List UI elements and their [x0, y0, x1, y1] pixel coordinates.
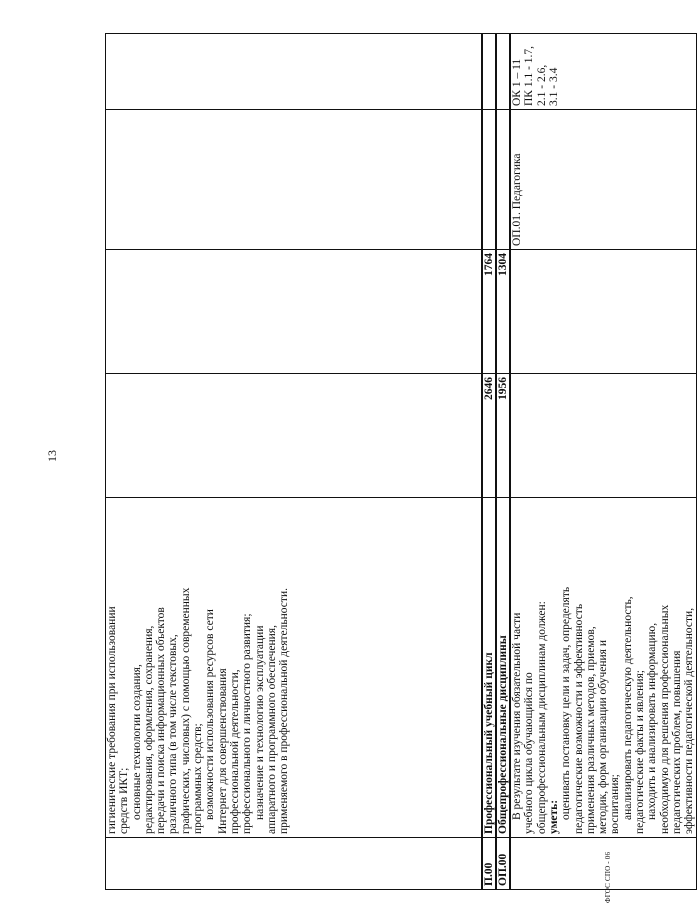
table-row — [510, 34, 696, 890]
standard-table — [105, 33, 697, 890]
text-line: эффективности педагогической деятельности, — [683, 607, 696, 834]
text-line: педагогические возможности и эффективность — [572, 603, 585, 834]
row-index: П.00 — [482, 838, 496, 890]
row-index: ОП.00 — [496, 838, 510, 890]
competence-code: 3.1 - 3.4 — [547, 67, 560, 106]
text-line: профессионального и личностного развития; — [241, 613, 254, 834]
page-footer: ФГОС СПО - 06 — [604, 851, 612, 903]
text-line: средств ИКТ; — [118, 767, 131, 834]
text-line: возможности использования ресурсов сети — [204, 609, 217, 820]
description-lines — [106, 501, 290, 834]
table-row — [496, 34, 510, 890]
empty-cell — [482, 110, 496, 250]
row-max-load: 2646 — [482, 374, 496, 498]
text-line: учебного цикла обучающийся по — [523, 672, 536, 834]
row-mandatory: 1764 — [482, 250, 496, 374]
text-line: воспитания; — [609, 774, 622, 834]
text-line: находить и анализировать информацию, — [646, 622, 659, 820]
text-line: применения различных методов, приемов, — [584, 626, 597, 834]
empty-cell — [510, 250, 696, 374]
text-line: назначение и технологию эксплуатации — [253, 625, 266, 820]
text-line: применяемого в профессиональной деятельности. — [278, 588, 291, 834]
text-line: профессиональной деятельности, — [228, 669, 241, 834]
description-cell — [510, 498, 696, 838]
text-line: аппаратного и программного обеспечения, — [265, 625, 278, 834]
row-max-load: 1956 — [496, 374, 510, 498]
page-number: 13 — [45, 450, 59, 462]
discipline-cell — [106, 110, 482, 250]
empty-cell — [496, 110, 510, 250]
competence-code: ОК 1 – 11 — [511, 58, 524, 106]
table-row — [106, 34, 482, 890]
table-row — [482, 34, 496, 890]
text-line: В результате изучения обязательной части — [511, 612, 524, 820]
text-line: анализировать педагогическую деятельность, — [621, 596, 634, 820]
competence-code: ПК 1.1 - 1.7, — [523, 45, 536, 106]
text-line: общепрофессиональным дисциплинам должен: — [535, 601, 548, 834]
text-line: Интернет для совершенствования — [216, 668, 229, 834]
text-line: графических, числовых) с помощью современных — [179, 587, 192, 834]
text-line: гигиенические требования при использовании — [106, 606, 118, 834]
empty-cell — [510, 374, 696, 498]
text-line: уметь: — [547, 799, 560, 834]
text-line: педагогические факты и явления; — [634, 670, 647, 834]
text-line: оценивать постановку цели и задач, определять — [560, 586, 573, 820]
text-line: редактирования, оформления, сохранения, — [142, 625, 155, 834]
competence-codes — [510, 34, 696, 110]
competence-list — [511, 37, 560, 106]
text-line: основные технологии создания, — [130, 664, 143, 820]
competence-code: 2.1 - 2.6, — [535, 64, 548, 106]
index-cell — [106, 838, 482, 890]
competence-cell — [106, 34, 482, 110]
empty-cell — [496, 34, 510, 110]
max-load-cell — [106, 374, 482, 498]
text-line: необходимую для решения профессиональных — [658, 604, 671, 834]
row-title: Общепрофессиональные дисциплины — [496, 498, 510, 838]
text-line: методик, форм организации обучения и — [597, 640, 610, 834]
discipline-name: ОП.01. Педагогика — [510, 110, 696, 250]
text-line: различного типа (в том числе текстовых, — [167, 634, 180, 834]
mandatory-cell — [106, 250, 482, 374]
description-cell — [106, 498, 482, 838]
row-title: Профессиональный учебный цикл — [482, 498, 496, 838]
row-mandatory: 1304 — [496, 250, 510, 374]
text-line: передачи и поиска информационных объектов — [155, 607, 168, 834]
text-line: программных средств; — [192, 723, 205, 834]
text-line: педагогических проблем, повышения — [670, 650, 683, 834]
empty-cell — [482, 34, 496, 110]
description-lines — [511, 501, 695, 834]
